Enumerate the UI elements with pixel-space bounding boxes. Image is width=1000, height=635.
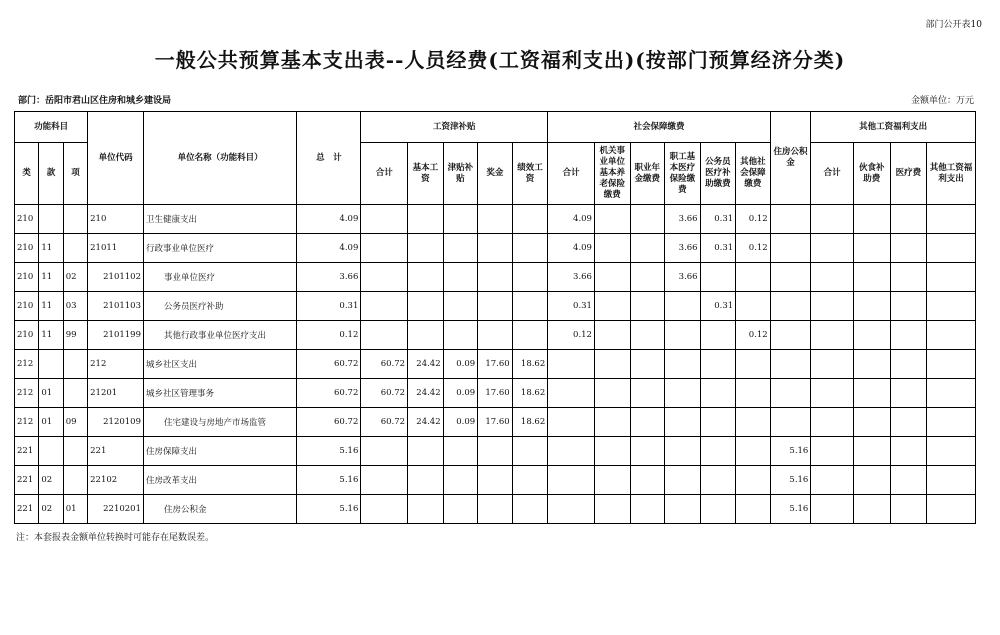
row-pension <box>594 321 630 350</box>
row-civil-medical <box>700 495 736 524</box>
header-other-total: 合计 <box>811 143 854 205</box>
footnote: 注：本套报表金额单位转换时可能存在尾数误差。 <box>16 533 215 543</box>
row-kuan: 02 <box>39 466 63 495</box>
row-allowance <box>443 205 478 234</box>
row-xiang: 09 <box>63 408 87 437</box>
table-row <box>15 292 976 321</box>
row-pension <box>594 379 630 408</box>
row-kuan <box>39 205 63 234</box>
row-medical-insurance <box>665 350 701 379</box>
row-performance-wage: 18.62 <box>512 408 548 437</box>
header-kuan: 款 <box>39 143 63 205</box>
row-annuity <box>630 437 665 466</box>
row-other-social <box>736 350 771 379</box>
header-allowance: 津贴补贴 <box>443 143 478 205</box>
row-annuity <box>630 292 665 321</box>
row-other-welfare <box>927 321 976 350</box>
header-social-group: 社会保障缴费 <box>548 112 770 143</box>
row-civil-medical: 0.31 <box>700 205 736 234</box>
row-other-social: 0.12 <box>736 205 771 234</box>
row-medical-fee <box>890 292 927 321</box>
row-social-total <box>548 495 595 524</box>
row-medical-fee <box>890 263 927 292</box>
row-civil-medical <box>700 437 736 466</box>
header-lei: 类 <box>15 143 39 205</box>
row-annuity <box>630 466 665 495</box>
header-total: 总 计 <box>297 112 361 205</box>
row-allowance <box>443 495 478 524</box>
row-kuan: 11 <box>39 263 63 292</box>
row-other-social <box>736 263 771 292</box>
header-wage-total: 合计 <box>361 143 408 205</box>
row-annuity <box>630 234 665 263</box>
row-allowance <box>443 437 478 466</box>
row-housing <box>770 205 811 234</box>
row-lei: 221 <box>15 437 39 466</box>
row-unit-code: 2101102 <box>88 263 144 292</box>
table-row <box>15 205 976 234</box>
row-social-total: 0.12 <box>548 321 595 350</box>
row-medical-fee <box>890 350 927 379</box>
row-other-welfare <box>927 205 976 234</box>
row-basic-wage <box>408 263 444 292</box>
row-wage-total <box>361 321 408 350</box>
row-unit-name: 公务员医疗补助 <box>144 292 297 321</box>
row-pension <box>594 437 630 466</box>
row-other-total <box>811 379 854 408</box>
row-housing: 5.16 <box>770 437 811 466</box>
row-total: 60.72 <box>297 408 361 437</box>
row-wage-total <box>361 466 408 495</box>
row-bonus <box>478 466 513 495</box>
row-social-total: 4.09 <box>548 234 595 263</box>
row-bonus: 17.60 <box>478 408 513 437</box>
row-unit-code: 22102 <box>88 466 144 495</box>
row-basic-wage <box>408 292 444 321</box>
header-pension: 机关事业单位基本养老保险缴费 <box>594 143 630 205</box>
row-bonus <box>478 437 513 466</box>
table-row <box>15 321 976 350</box>
row-medical-insurance <box>665 495 701 524</box>
row-housing <box>770 350 811 379</box>
row-social-total: 4.09 <box>548 205 595 234</box>
row-medical-fee <box>890 495 927 524</box>
row-xiang: 03 <box>63 292 87 321</box>
row-unit-name: 城乡社区支出 <box>144 350 297 379</box>
table-row <box>15 437 976 466</box>
row-other-total <box>811 350 854 379</box>
row-bonus: 17.60 <box>478 350 513 379</box>
row-other-social <box>736 292 771 321</box>
table-row <box>15 466 976 495</box>
row-xiang <box>63 379 87 408</box>
row-annuity <box>630 350 665 379</box>
row-bonus <box>478 234 513 263</box>
row-unit-name: 其他行政事业单位医疗支出 <box>144 321 297 350</box>
row-other-welfare <box>927 379 976 408</box>
row-medical-insurance <box>665 321 701 350</box>
row-other-social: 0.12 <box>736 234 771 263</box>
row-lei: 212 <box>15 408 39 437</box>
row-unit-code: 2101103 <box>88 292 144 321</box>
row-civil-medical <box>700 350 736 379</box>
table-body <box>15 205 976 524</box>
row-meal-subsidy <box>854 292 891 321</box>
row-bonus <box>478 321 513 350</box>
row-wage-total <box>361 205 408 234</box>
row-performance-wage <box>512 205 548 234</box>
row-kuan <box>39 437 63 466</box>
row-other-social <box>736 466 771 495</box>
row-wage-total <box>361 292 408 321</box>
row-allowance: 0.09 <box>443 379 478 408</box>
row-annuity <box>630 408 665 437</box>
row-basic-wage <box>408 466 444 495</box>
row-other-total <box>811 234 854 263</box>
row-basic-wage: 24.42 <box>408 379 444 408</box>
page-title: 一般公共预算基本支出表--人员经费(工资福利支出)(按部门预算经济分类) <box>154 48 846 72</box>
row-other-social <box>736 495 771 524</box>
row-civil-medical <box>700 408 736 437</box>
amount-unit-label: 金额单位：万元 <box>910 96 974 106</box>
row-kuan: 11 <box>39 234 63 263</box>
row-allowance <box>443 321 478 350</box>
row-medical-insurance <box>665 437 701 466</box>
row-wage-total <box>361 234 408 263</box>
row-performance-wage: 18.62 <box>512 379 548 408</box>
row-social-total <box>548 379 595 408</box>
row-basic-wage <box>408 321 444 350</box>
row-basic-wage <box>408 437 444 466</box>
row-pension <box>594 234 630 263</box>
row-housing <box>770 321 811 350</box>
row-civil-medical <box>700 466 736 495</box>
row-lei: 210 <box>15 292 39 321</box>
row-other-social <box>736 408 771 437</box>
row-kuan: 01 <box>39 408 63 437</box>
row-social-total <box>548 350 595 379</box>
row-meal-subsidy <box>854 321 891 350</box>
row-xiang <box>63 350 87 379</box>
row-xiang <box>63 205 87 234</box>
row-other-social <box>736 379 771 408</box>
table-row <box>15 495 976 524</box>
row-lei: 221 <box>15 495 39 524</box>
table-row <box>15 234 976 263</box>
row-allowance <box>443 263 478 292</box>
row-medical-fee <box>890 379 927 408</box>
row-lei: 210 <box>15 234 39 263</box>
row-wage-total <box>361 263 408 292</box>
row-performance-wage <box>512 321 548 350</box>
row-civil-medical <box>700 379 736 408</box>
row-medical-fee <box>890 437 927 466</box>
department-label: 部门：岳阳市君山区住房和城乡建设局 <box>18 96 172 106</box>
row-annuity <box>630 263 665 292</box>
row-social-total: 3.66 <box>548 263 595 292</box>
row-medical-fee <box>890 205 927 234</box>
row-total: 60.72 <box>297 350 361 379</box>
row-wage-total <box>361 495 408 524</box>
row-unit-name: 行政事业单位医疗 <box>144 234 297 263</box>
row-unit-code: 210 <box>88 205 144 234</box>
header-wage-group: 工资津补贴 <box>361 112 548 143</box>
row-total: 4.09 <box>297 234 361 263</box>
row-other-welfare <box>927 408 976 437</box>
row-bonus: 17.60 <box>478 379 513 408</box>
row-housing: 5.16 <box>770 495 811 524</box>
header-other-group: 其他工资福利支出 <box>811 112 976 143</box>
row-other-welfare <box>927 263 976 292</box>
row-basic-wage <box>408 234 444 263</box>
row-meal-subsidy <box>854 234 891 263</box>
row-meal-subsidy <box>854 350 891 379</box>
row-meal-subsidy <box>854 379 891 408</box>
row-other-total <box>811 408 854 437</box>
row-allowance: 0.09 <box>443 408 478 437</box>
row-medical-fee <box>890 408 927 437</box>
row-unit-code: 212 <box>88 350 144 379</box>
row-medical-insurance <box>665 466 701 495</box>
header-other-social: 其他社会保障缴费 <box>736 143 771 205</box>
row-annuity <box>630 495 665 524</box>
row-total: 0.31 <box>297 292 361 321</box>
row-allowance <box>443 234 478 263</box>
row-housing <box>770 292 811 321</box>
header-housing: 住房公积金 <box>770 112 811 205</box>
row-performance-wage <box>512 466 548 495</box>
row-housing <box>770 408 811 437</box>
row-other-welfare <box>927 350 976 379</box>
row-bonus <box>478 495 513 524</box>
row-meal-subsidy <box>854 466 891 495</box>
header-meal-subsidy: 伙食补助费 <box>854 143 891 205</box>
row-unit-name: 事业单位医疗 <box>144 263 297 292</box>
row-lei: 212 <box>15 350 39 379</box>
row-medical-fee <box>890 234 927 263</box>
header-medical-fee: 医疗费 <box>890 143 927 205</box>
row-annuity <box>630 205 665 234</box>
header-bonus: 奖金 <box>478 143 513 205</box>
row-meal-subsidy <box>854 437 891 466</box>
row-wage-total: 60.72 <box>361 379 408 408</box>
row-performance-wage <box>512 495 548 524</box>
row-medical-insurance <box>665 408 701 437</box>
row-medical-fee <box>890 321 927 350</box>
header-social-total: 合计 <box>548 143 595 205</box>
table-row <box>15 350 976 379</box>
row-unit-name: 卫生健康支出 <box>144 205 297 234</box>
row-total: 5.16 <box>297 495 361 524</box>
row-xiang <box>63 437 87 466</box>
row-social-total <box>548 408 595 437</box>
row-other-social: 0.12 <box>736 321 771 350</box>
row-kuan: 11 <box>39 321 63 350</box>
row-other-total <box>811 495 854 524</box>
row-allowance: 0.09 <box>443 350 478 379</box>
row-pension <box>594 408 630 437</box>
row-pension <box>594 292 630 321</box>
row-medical-insurance: 3.66 <box>665 263 701 292</box>
row-other-total <box>811 437 854 466</box>
row-pension <box>594 350 630 379</box>
header-unit-code: 单位代码 <box>88 112 144 205</box>
header-performance-wage: 绩效工资 <box>512 143 548 205</box>
row-meal-subsidy <box>854 263 891 292</box>
row-kuan <box>39 350 63 379</box>
row-unit-name: 住房改革支出 <box>144 466 297 495</box>
row-unit-name: 住房公积金 <box>144 495 297 524</box>
row-housing <box>770 263 811 292</box>
table-header <box>15 112 976 205</box>
row-basic-wage: 24.42 <box>408 350 444 379</box>
row-total: 60.72 <box>297 379 361 408</box>
row-medical-insurance <box>665 292 701 321</box>
row-basic-wage <box>408 495 444 524</box>
row-total: 4.09 <box>297 205 361 234</box>
table-number-label: 部门公开表10 <box>925 20 982 30</box>
row-pension <box>594 205 630 234</box>
row-meal-subsidy <box>854 408 891 437</box>
row-other-welfare <box>927 466 976 495</box>
row-bonus <box>478 263 513 292</box>
row-total: 5.16 <box>297 466 361 495</box>
row-unit-code: 221 <box>88 437 144 466</box>
row-unit-code: 2210201 <box>88 495 144 524</box>
row-wage-total: 60.72 <box>361 408 408 437</box>
row-total: 3.66 <box>297 263 361 292</box>
row-performance-wage: 18.62 <box>512 350 548 379</box>
row-unit-name: 住房保障支出 <box>144 437 297 466</box>
row-total: 0.12 <box>297 321 361 350</box>
row-other-welfare <box>927 292 976 321</box>
row-annuity <box>630 321 665 350</box>
row-performance-wage <box>512 263 548 292</box>
budget-table <box>14 111 976 524</box>
row-unit-code: 21011 <box>88 234 144 263</box>
header-annuity: 职业年金缴费 <box>630 143 665 205</box>
row-performance-wage <box>512 437 548 466</box>
row-other-welfare <box>927 234 976 263</box>
row-xiang: 99 <box>63 321 87 350</box>
row-annuity <box>630 379 665 408</box>
row-xiang <box>63 466 87 495</box>
row-lei: 210 <box>15 263 39 292</box>
header-basic-wage: 基本工资 <box>408 143 444 205</box>
row-social-total <box>548 437 595 466</box>
row-other-social <box>736 437 771 466</box>
row-civil-medical: 0.31 <box>700 292 736 321</box>
row-basic-wage <box>408 205 444 234</box>
row-social-total: 0.31 <box>548 292 595 321</box>
row-housing <box>770 234 811 263</box>
row-allowance <box>443 292 478 321</box>
row-civil-medical: 0.31 <box>700 234 736 263</box>
row-unit-code: 2120109 <box>88 408 144 437</box>
header-unit-name: 单位名称（功能科目） <box>144 112 297 205</box>
row-performance-wage <box>512 234 548 263</box>
row-unit-code: 21201 <box>88 379 144 408</box>
row-meal-subsidy <box>854 205 891 234</box>
row-lei: 210 <box>15 321 39 350</box>
row-lei: 212 <box>15 379 39 408</box>
row-wage-total <box>361 437 408 466</box>
row-lei: 210 <box>15 205 39 234</box>
row-performance-wage <box>512 292 548 321</box>
row-pension <box>594 466 630 495</box>
row-kuan: 02 <box>39 495 63 524</box>
row-pension <box>594 495 630 524</box>
row-xiang: 01 <box>63 495 87 524</box>
row-medical-fee <box>890 466 927 495</box>
row-other-total <box>811 466 854 495</box>
header-medical-insurance: 职工基本医疗保险缴费 <box>665 143 701 205</box>
header-xiang: 项 <box>63 143 87 205</box>
row-social-total <box>548 466 595 495</box>
table-row <box>15 379 976 408</box>
table-row <box>15 408 976 437</box>
row-civil-medical <box>700 321 736 350</box>
row-civil-medical <box>700 263 736 292</box>
row-other-total <box>811 292 854 321</box>
header-func-subject: 功能科目 <box>15 112 88 143</box>
row-unit-code: 2101199 <box>88 321 144 350</box>
row-total: 5.16 <box>297 437 361 466</box>
row-medical-insurance <box>665 379 701 408</box>
row-allowance <box>443 466 478 495</box>
row-bonus <box>478 205 513 234</box>
row-other-welfare <box>927 495 976 524</box>
row-other-total <box>811 263 854 292</box>
row-pension <box>594 263 630 292</box>
row-other-welfare <box>927 437 976 466</box>
row-wage-total: 60.72 <box>361 350 408 379</box>
row-other-total <box>811 321 854 350</box>
row-kuan: 01 <box>39 379 63 408</box>
row-lei: 221 <box>15 466 39 495</box>
row-medical-insurance: 3.66 <box>665 234 701 263</box>
row-xiang: 02 <box>63 263 87 292</box>
row-xiang <box>63 234 87 263</box>
row-housing: 5.16 <box>770 466 811 495</box>
row-medical-insurance: 3.66 <box>665 205 701 234</box>
row-unit-name: 住宅建设与房地产市场监管 <box>144 408 297 437</box>
row-other-total <box>811 205 854 234</box>
row-meal-subsidy <box>854 495 891 524</box>
table-row <box>15 263 976 292</box>
row-bonus <box>478 292 513 321</box>
row-kuan: 11 <box>39 292 63 321</box>
header-civil-medical: 公务员医疗补助缴费 <box>700 143 736 205</box>
row-basic-wage: 24.42 <box>408 408 444 437</box>
header-other-welfare: 其他工资福利支出 <box>927 143 976 205</box>
row-unit-name: 城乡社区管理事务 <box>144 379 297 408</box>
row-housing <box>770 379 811 408</box>
